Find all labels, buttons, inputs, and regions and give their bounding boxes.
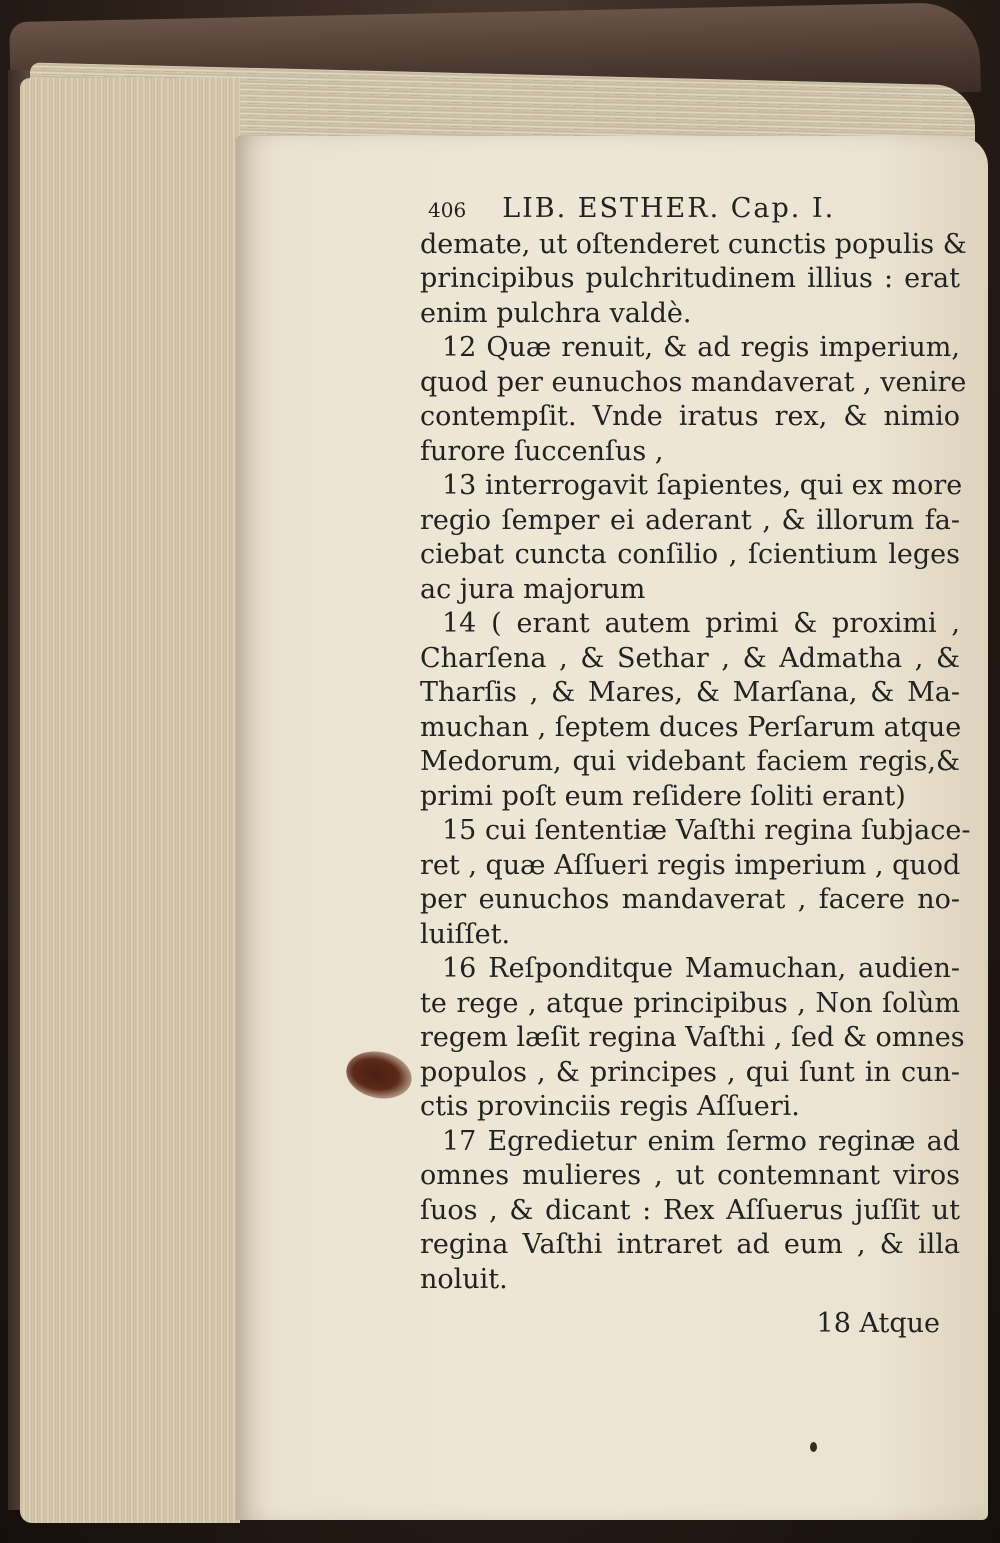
text-line: Tharſis , & Mares, & Marſana, & Ma- — [420, 677, 960, 708]
verse-13: 13 interrogavit ſapientes, qui ex more — [442, 470, 963, 501]
text-line: te rege , atque principibus , Non ſolùm — [420, 987, 960, 1019]
verse-14: 14 ( erant autem primi & proximi , — [442, 608, 960, 639]
text-line: ctis provinciis regis Aſſueri. — [420, 1091, 800, 1122]
text-line: ſuos , & dicant : Rex Aſſuerus juſſit ut — [420, 1194, 960, 1226]
text-line: Charſena , & Sethar , & Admatha , & — [420, 642, 960, 674]
text-line: ret , quæ Aſſueri regis imperium , quod — [420, 849, 961, 881]
text-line: primi poſt eum reſidere ſoliti erant) — [420, 780, 906, 812]
text-line: ciebat cuncta conſilio , ſcientium leges — [420, 539, 960, 570]
text-line: ac jura majorum — [420, 573, 646, 605]
text-line: luiſſet. — [420, 918, 511, 950]
page-number: 406 — [428, 198, 467, 222]
text-line: muchan , ſeptem duces Perſarum atque — [420, 711, 962, 743]
text-line: noluit. — [420, 1263, 508, 1295]
text-line: principibus pulchritudinem illius : erat — [420, 263, 960, 294]
ink-speck — [810, 1442, 817, 1452]
text-line: furore ſuccenſus , — [420, 435, 664, 467]
text-line: demate, ut oſtenderet cunctis populis & — [420, 228, 967, 260]
text-line: populos , & principes , qui ſunt in cun- — [420, 1056, 960, 1088]
text-line: quod per eunuchos mandaverat , venire — [420, 366, 967, 398]
page-edges-left — [20, 78, 240, 1523]
text-line: per eunuchos mandaverat , facere no- — [420, 884, 960, 915]
verse-15: 15 cui ſententiæ Vaſthi regina ſubjace- — [442, 815, 971, 846]
text-line: regina Vaſthi intraret ad eum , & illa — [420, 1229, 960, 1260]
catchword-row — [420, 1307, 960, 1342]
verse-12: 12 Quæ renuit, & ad regis imperium, — [442, 332, 960, 363]
verse-16: 16 Reſponditque Mamuchan, audien- — [442, 953, 960, 984]
running-head: LIB. ESTHER. Cap. I. — [502, 193, 836, 224]
text-line: regio ſemper ei aderant , & illorum fa- — [420, 504, 960, 536]
verse-17: 17 Egredietur enim ſermo reginæ ad — [442, 1125, 960, 1157]
text-line: omnes mulieres , ut contemnant viros — [420, 1160, 960, 1191]
text-line: contempſit. Vnde iratus rex, & nimio — [420, 401, 960, 432]
text-line: Medorum, qui videbant faciem regis,& — [420, 746, 960, 777]
catchword: 18 Atque — [816, 1308, 940, 1339]
text-line: regem læſit regina Vaſthi , ſed & omnes — [420, 1022, 965, 1053]
text-line: enim pulchra valdè. — [420, 297, 692, 329]
page-header — [420, 192, 960, 228]
page-text — [420, 192, 971, 1342]
